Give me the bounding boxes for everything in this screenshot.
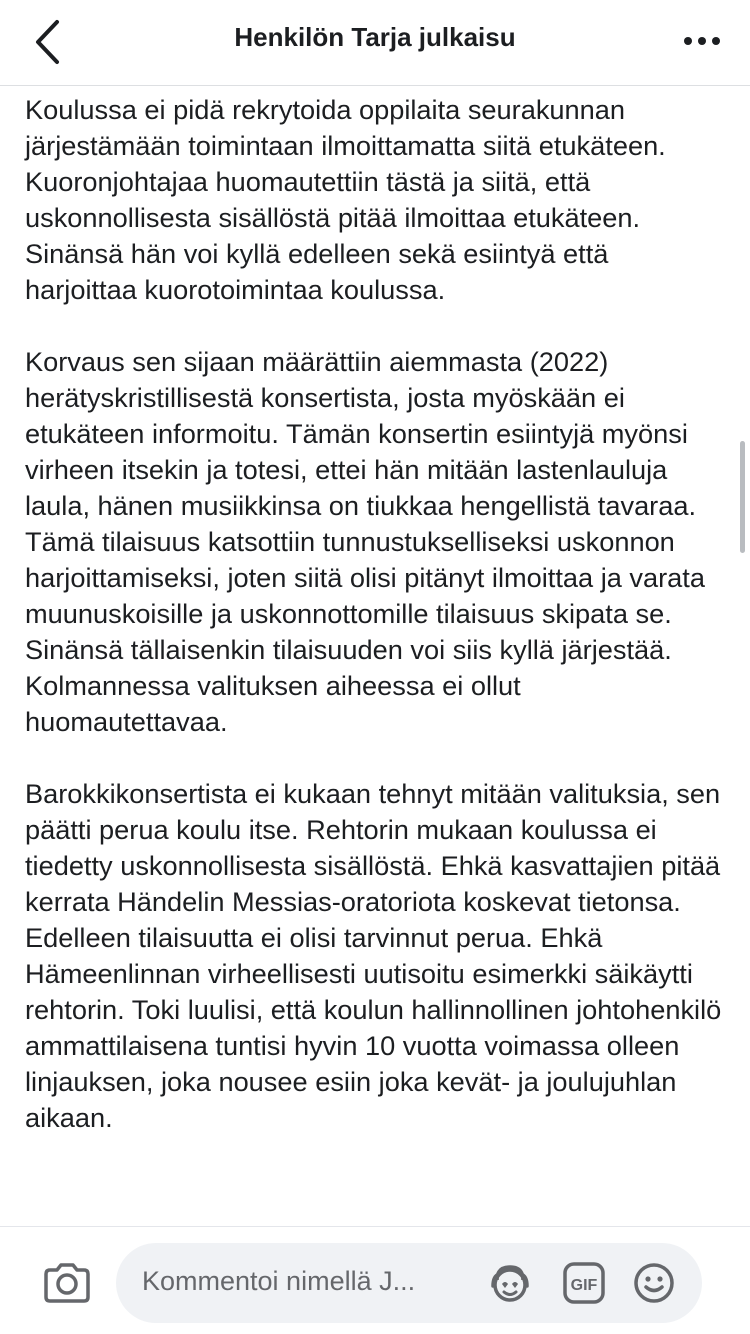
scrollbar-thumb[interactable] [740, 441, 745, 553]
gif-icon [562, 1261, 606, 1305]
post-paragraph: Barokkikonsertista ei kukaan tehnyt mitään valituksia, sen päätti perua koulu itse. Rehtorin mukaan koulussa ei tiedetty uskonnollisesta sisällöstä. Ehkä kasvattajien pitää kerrata Händelin Messias-oratoriota koskevat tietonsa. Edelleen tilaisuutta ei olisi tarvinnut perua. Ehkä Hämeenlinnan virheellisesti uutisoitu esimerkki säikäytti rehtorin. Toki luulisi, että koulun hallinnollinen johtohenkilö ammattilaisena tuntisi hyvin 10 vuotta voimassa olleen linjauksen, joka nousee esiin joka kevät- ja joulujuhlan aikaan. [25, 778, 722, 1133]
back-button[interactable] [22, 12, 72, 72]
post-paragraph: Korvaus sen sijaan määrättiin aiemmasta (2022) herätyskristillisestä konsertista, josta myöskään ei etukäteen informoitu. Tämän konsertin esiintyjä myönsi virheen itsekin ja totesi, ettei hän mitään lastenlauluja laula, hänen musiikkinsa on tiukkaa hengellistä tavaraa. Tämä tilaisuus katsottiin tunnustukselliseksi uskonnon harjoittamiseksi, joten siitä olisi pitänyt ilmoittaa ja varata muunuskoisille ja uskonnottomille tilaisuus skipata se. Sinänsä tällaisenkin tilaisuuden voi siis kyllä järjestää. Kolmannessa valituksen aiheessa ei ollut huomautettavaa. [25, 346, 705, 737]
camera-button[interactable] [38, 1255, 96, 1311]
gif-button[interactable] [560, 1259, 608, 1307]
emoji-button[interactable] [630, 1259, 678, 1307]
chevron-left-icon [33, 19, 61, 65]
camera-icon [42, 1262, 92, 1304]
post-content [0, 86, 750, 1226]
post-text [0, 86, 750, 1136]
smiley-icon [632, 1261, 676, 1305]
avatar-sticker-button[interactable] [486, 1259, 534, 1307]
more-options-button[interactable] [674, 18, 730, 64]
comment-placeholder: Kommentoi nimellä J... [142, 1266, 416, 1296]
comment-input[interactable] [116, 1243, 702, 1323]
avatar-sticker-icon [487, 1260, 533, 1306]
comment-composer-bar [0, 1226, 750, 1334]
top-nav-bar [0, 0, 750, 86]
page-title: Henkilön Tarja julkaisu [234, 22, 516, 52]
post-paragraph: Koulussa ei pidä rekrytoida oppilaita seurakunnan järjestämään toimintaan ilmoittamatta siitä etukäteen. Kuoronjohtajaa huomautettiin tästä ja siitä, että uskonnollisesta sisällöstä pitää ilmoittaa etukäteen. Sinänsä hän voi kyllä edelleen sekä esiintyä että harjoittaa kuorotoimintaa koulussa. [25, 94, 666, 305]
gif-label: GIF [570, 1277, 598, 1294]
more-horizontal-icon [684, 37, 720, 45]
